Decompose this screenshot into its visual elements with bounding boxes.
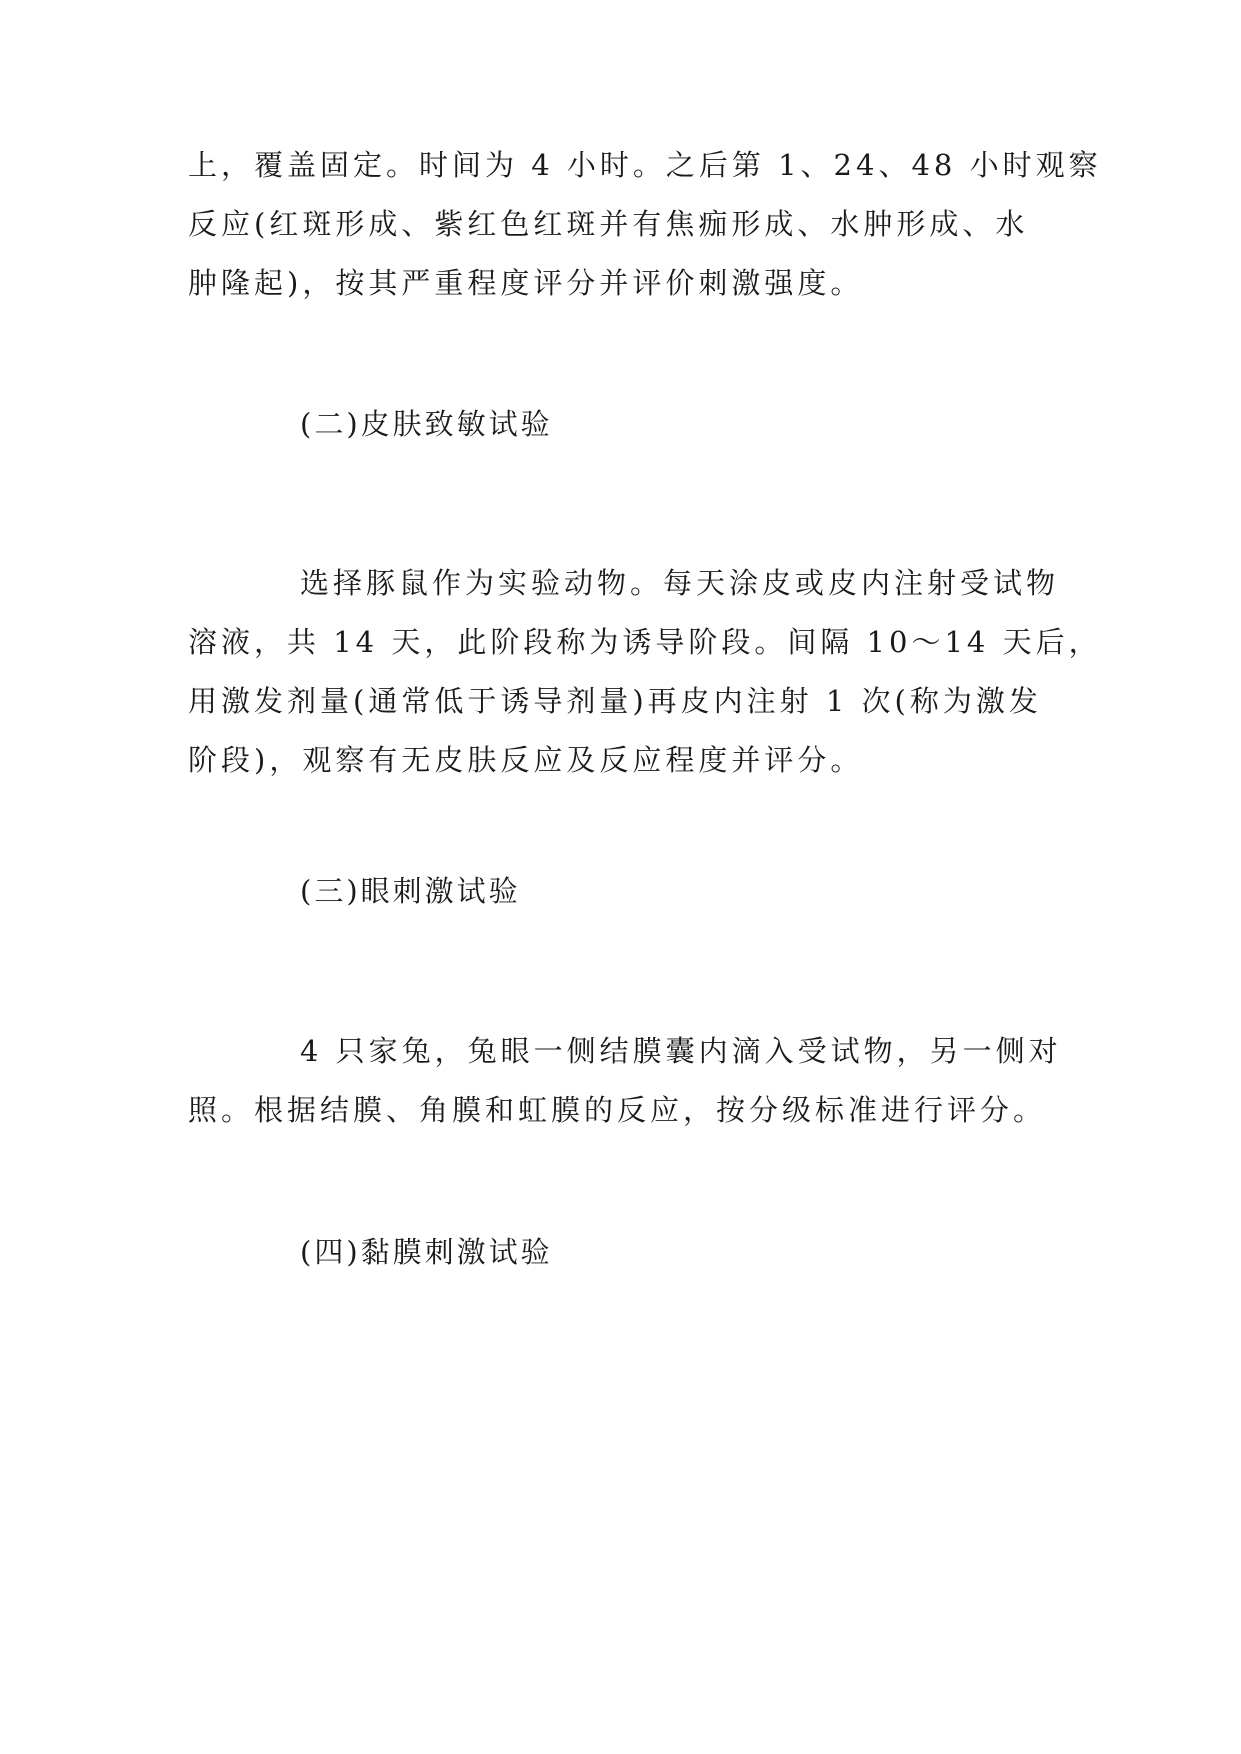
paragraph-skin-sensitization xyxy=(188,554,1102,790)
text-line: 上，覆盖固定。时间为 4 小时。之后第 1、24、48 小时观察 xyxy=(188,148,1102,182)
section-heading-mucosal-irritation: (四)黏膜刺激试验 xyxy=(300,1235,553,1269)
text-line: 选择豚鼠作为实验动物。每天涂皮或皮内注射受试物 xyxy=(300,566,1060,600)
text-line: 4 只家兔，兔眼一侧结膜囊内滴入受试物，另一侧对 xyxy=(300,1034,1062,1068)
text-line: 溶液，共 14 天，此阶段称为诱导阶段。间隔 10～14 天后， xyxy=(188,625,1102,659)
text-line: 肿隆起)，按其严重程度评分并评价刺激强度。 xyxy=(188,266,864,300)
text-line: 阶段)，观察有无皮肤反应及反应程度并评分。 xyxy=(188,743,864,777)
text-line: 用激发剂量(通常低于诱导剂量)再皮内注射 1 次(称为激发 xyxy=(188,684,1042,718)
paragraph-skin-irritation-continued xyxy=(188,136,1102,313)
text-line: 照。根据结膜、角膜和虹膜的反应，按分级标准进行评分。 xyxy=(188,1093,1047,1127)
text-line: 反应(红斑形成、紫红色红斑并有焦痂形成、水肿形成、水 xyxy=(188,207,1029,241)
section-heading-skin-sensitization: (二)皮肤致敏试验 xyxy=(300,407,553,441)
section-heading-eye-irritation: (三)眼刺激试验 xyxy=(300,874,521,908)
paragraph-eye-irritation xyxy=(188,1022,1068,1140)
